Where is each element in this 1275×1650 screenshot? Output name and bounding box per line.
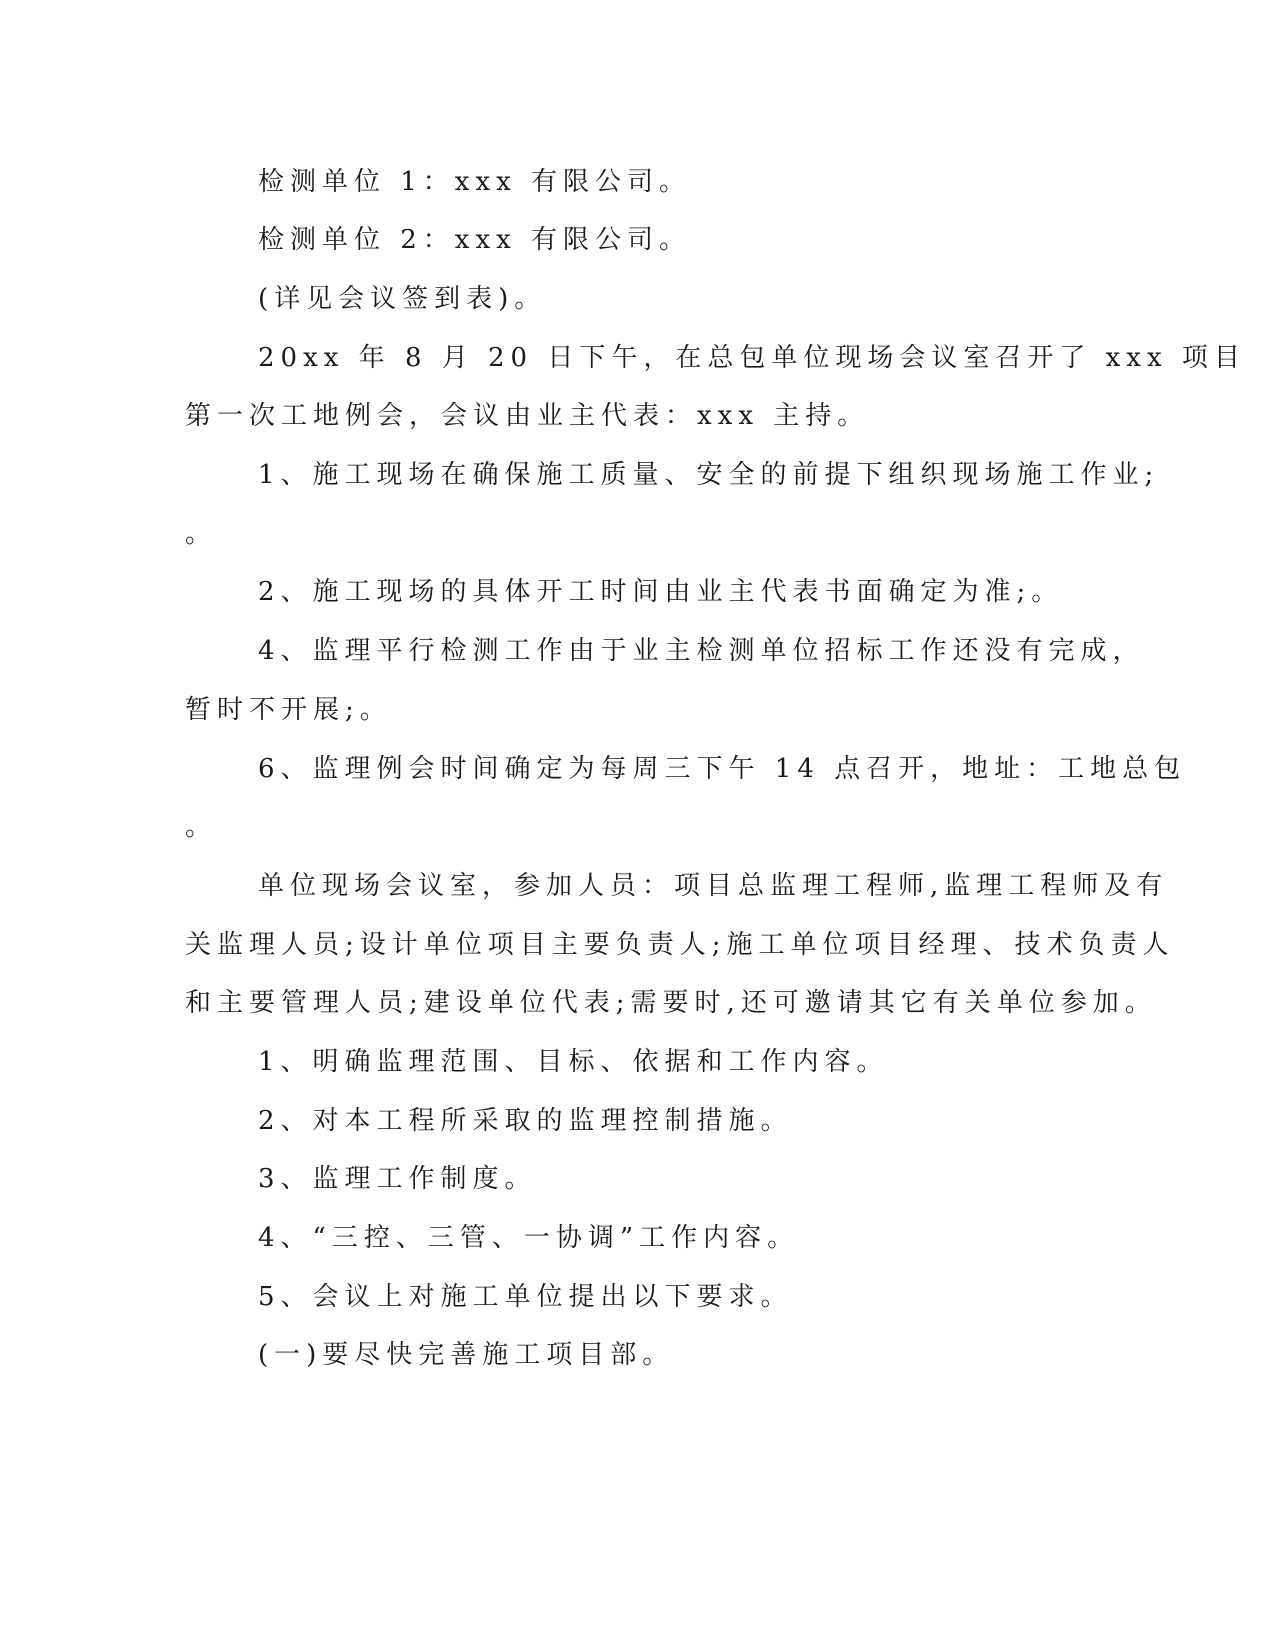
text-line-7: 。 xyxy=(185,519,218,549)
text-line-2: 检测单位 2：xxx 有限公司。 xyxy=(258,225,692,255)
text-line-6: 1、施工现场在确保施工质量、安全的前提下组织现场施工作业; xyxy=(258,460,1160,490)
text-line-19: 4、“三控、三管、一协调”工作内容。 xyxy=(258,1223,800,1253)
text-line-1: 检测单位 1：xxx 有限公司。 xyxy=(258,167,692,197)
text-line-18: 3、监理工作制度。 xyxy=(258,1164,537,1194)
text-line-5: 第一次工地例会，会议由业主代表：xxx 主持。 xyxy=(185,401,870,431)
text-line-16: 1、明确监理范围、目标、依据和工作内容。 xyxy=(258,1047,889,1077)
text-line-12: 。 xyxy=(185,812,218,842)
text-line-9: 4、监理平行检测工作由于业主检测单位招标工作还没有完成， xyxy=(258,636,1145,666)
text-line-14: 关监理人员;设计单位项目主要负责人;施工单位项目经理、技术负责人 xyxy=(185,930,1175,960)
text-line-21: (一)要尽快完善施工项目部。 xyxy=(258,1340,675,1370)
text-line-10: 暂时不开展;。 xyxy=(185,695,392,725)
text-line-11: 6、监理例会时间确定为每周三下午 14 点召开，地址：工地总包 xyxy=(258,754,1187,784)
text-line-15: 和主要管理人员;建设单位代表;需要时,还可邀请其它有关单位参加。 xyxy=(185,988,1157,1018)
text-line-3: (详见会议签到表)。 xyxy=(258,284,547,314)
text-line-4: 20xx 年 8 月 20 日下午，在总包单位现场会议室召开了 xxx 项目 xyxy=(258,343,1246,373)
text-line-20: 5、会议上对施工单位提出以下要求。 xyxy=(258,1282,793,1312)
text-line-8: 2、施工现场的具体开工时间由业主代表书面确定为准;。 xyxy=(258,577,1064,607)
text-line-17: 2、对本工程所采取的监理控制措施。 xyxy=(258,1106,793,1136)
text-line-13: 单位现场会议室，参加人员：项目总监理工程师,监理工程师及有 xyxy=(258,871,1169,901)
